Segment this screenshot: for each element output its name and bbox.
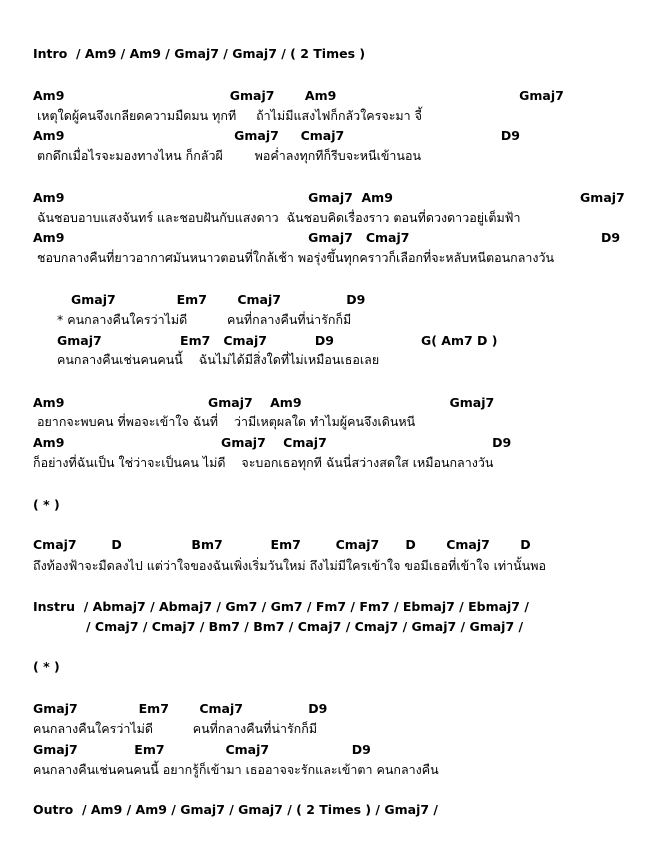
chord-line: Gmaj7 Em7 Cmaj7 D9 — [33, 701, 328, 716]
chorus-reference: ( * ) — [33, 659, 60, 674]
chorus-reference: ( * ) — [33, 497, 60, 512]
chorus-lyric-line: คนกลางคืนเช่นคนคนนี้ ฉันไม่ได้มีสิ่งใดที่ไม่เหมือนเธอเลย — [57, 352, 380, 367]
chord-line: Am9 Gmaj7 Am9 Gmaj7 — [33, 190, 625, 205]
chord-line: Am9 Gmaj7 Cmaj7 D9 — [33, 230, 621, 245]
instru-line: Instru / Abmaj7 / Abmaj7 / Gm7 / Gm7 / Fm7 / Fm7 / Ebmaj7 / Ebmaj7 / — [33, 599, 529, 614]
lyric-line: ฉันชอบอาบแสงจันทร์ และชอบฝันกับแสงดาว ฉันชอบคิดเรื่องราว ตอนที่ดวงดาวอยู่เต็มฟ้า — [33, 210, 521, 225]
intro-line: Intro / Am9 / Am9 / Gmaj7 / Gmaj7 / ( 2 Times ) — [33, 46, 366, 61]
instru-line: / Cmaj7 / Cmaj7 / Bm7 / Bm7 / Cmaj7 / Cmaj7 / Gmaj7 / Gmaj7 / — [86, 619, 524, 634]
bridge-chord-line: Cmaj7 D Bm7 Em7 Cmaj7 D Cmaj7 D — [33, 537, 531, 552]
lyric-line: คนกลางคืนใครว่าไม่ดี คนที่กลางคืนที่น่ารักก็มี — [33, 721, 318, 736]
lyric-line: เหตุใดผู้คนจึงเกลียดความมืดมน ทุกที ถ้าไม่มีแสงไฟก็กลัวใครจะมา จี้ — [33, 108, 422, 123]
chord-line: Am9 Gmaj7 Am9 Gmaj7 — [33, 88, 564, 103]
lyric-line: ก็อย่างที่ฉันเป็น ใช่ว่าจะเป็นคน ไม่ดี จะบอกเธอทุกที ฉันนี่สว่างสดใส เหมือนกลางวัน — [33, 455, 494, 470]
lyric-line: ตกดึกเมื่อไรจะมองทางไหน ก็กลัวผี พอค่ำลงทุกทีก็รีบจะหนีเข้านอน — [33, 148, 422, 163]
bridge-lyric-line: ถึงท้องฟ้าจะมืดลงไป แต่ว่าใจของฉันเพิ่งเริ่มวันใหม่ ถึงไม่มีใครเข้าใจ ขอมีเธอที่เข้าใจ เท่านั้นพอ — [33, 558, 546, 573]
chord-line: Gmaj7 Em7 Cmaj7 D9 — [33, 742, 371, 757]
lyric-line: อยากจะพบคน ที่พอจะเข้าใจ ฉันที่ ว่ามีเหตุผลใด ทำไมผู้คนจึงเดินหนี — [33, 414, 416, 429]
lyric-line: ชอบกลางคืนที่ยาวอากาศมันหนาวตอนที่ใกล้เช้า พอรุ่งขึ้นทุกคราวก็เลือกที่จะหลับหนีตอนกลางวัน — [33, 250, 555, 265]
lyric-line: คนกลางคืนเช่นคนคนนี้ อยากรู้ก็เข้ามา เธออาจจะรักและเข้าตา คนกลางคืน — [33, 762, 439, 777]
chord-line: Am9 Gmaj7 Cmaj7 D9 — [33, 128, 520, 143]
chord-line: Am9 Gmaj7 Am9 Gmaj7 — [33, 395, 495, 410]
chord-line: Am9 Gmaj7 Cmaj7 D9 — [33, 435, 512, 450]
outro-line: Outro / Am9 / Am9 / Gmaj7 / Gmaj7 / ( 2 Times ) / Gmaj7 / — [33, 802, 438, 817]
chorus-lyric-line: * คนกลางคืนใครว่าไม่ดี คนที่กลางคืนที่น่ารักก็มี — [57, 312, 352, 327]
chorus-chord-line: Gmaj7 Em7 Cmaj7 D9 G( Am7 D ) — [57, 333, 498, 348]
chorus-chord-line: Gmaj7 Em7 Cmaj7 D9 — [71, 292, 366, 307]
